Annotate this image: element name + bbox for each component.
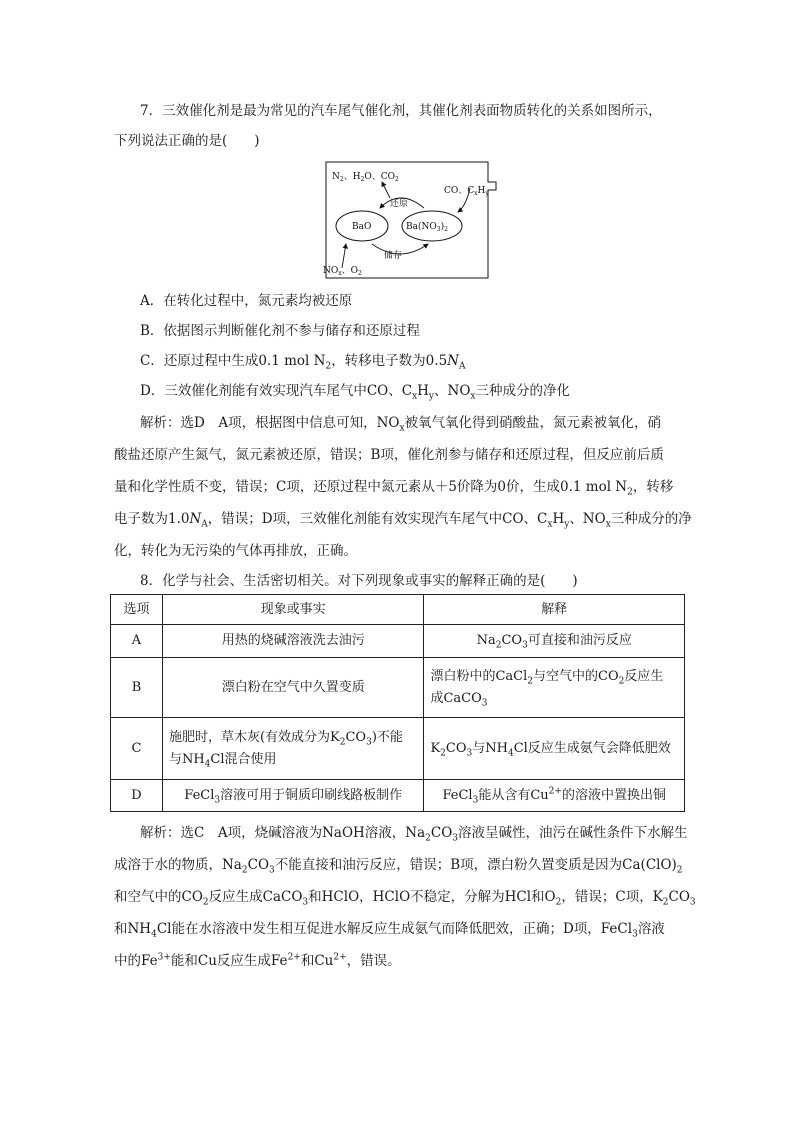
table-row: D FeCl$_3$溶液可用于铜质印刷线路板制作 FeCl$_3$能从含有$Cu^{2+}$的溶液中置换出铜 <box>111 780 685 812</box>
q7-analysis-line5: 化，转化为无污染的气体再排放，正确。 <box>114 543 357 559</box>
header-fact: 现象或事实 <box>162 595 424 625</box>
q8-analysis-line2: 成溶于水的物质，$Na_2CO_3$不能直接和油污反应，错误；B项，漂白粉久置变质是因为$Ca(ClO)_2$ <box>114 857 683 876</box>
q7-analysis-line1: 解析：选D A项，根据图中信息可知，$NO_x$被氧气氧化得到硝酸盐，氮元素被氧化，硝 <box>140 415 662 434</box>
q7-option-b: B．依据图示判断催化剂不参与储存和还原过程 <box>140 323 420 339</box>
reduce-label: 还原 <box>390 199 409 209</box>
table-row: A 用热的烧碱溶液洗去油污 $Na_2CO_3$可直接和油污反应 <box>111 625 685 658</box>
q8-analysis-line3: 和空气中的$CO_2$反应生成CaCO$_3$和HClO，HClO不稳定，分解为HCl和$O_2$，错误；C项，$K_2CO_3$ <box>114 889 696 908</box>
q7-option-a: A．在转化过程中，氮元素均被还原 <box>140 293 353 309</box>
bano3-label: $Ba(NO_3)_2$ <box>406 222 448 233</box>
table-row: B 漂白粉在空气中久置变质 漂白粉中的CaCl$_2$与空气中的$CO_2$反应生 成CaCO$_3$ <box>111 658 685 718</box>
q8-analysis-line1: 解析：选C A项，烧碱溶液为NaOH溶液，$Na_2CO_3$溶液呈碱性，油污在碱性条件下水解生 <box>140 825 688 844</box>
q7-analysis-line3: 量和化学性质不变，错误；C项，还原过程中氮元素从＋5价降为0价，生成0.1 mol $N_2$，转移 <box>114 479 674 498</box>
store-label: 储存 <box>384 251 403 261</box>
header-option: 选项 <box>111 595 163 625</box>
catalyst-diagram <box>320 160 506 280</box>
q8-analysis-line4: 和$NH_4Cl$能在水溶液中发生相互促进水解反应生成氨气而降低肥效，正确；D项，FeCl$_3$溶液 <box>114 921 665 940</box>
q7-stem-line2: 下列说法正确的是( ) <box>114 133 260 149</box>
table-row: C 施肥时，草木灰(有效成分为$K_2CO_3$)不能 与$NH_4Cl$混合使用 $K_2CO_3$与$NH_4Cl$反应生成氨气会降低肥效 <box>111 718 685 780</box>
q8-stem: 8．化学与社会、生活密切相关。对下列现象或事实的解释正确的是( ) <box>140 573 578 589</box>
q7-analysis-line2: 酸盐还原产生氮气，氮元素被还原，错误；B项，催化剂参与储存和还原过程，但反应前后质 <box>114 447 664 463</box>
products-label: $N_2$、$H_2O$、$CO_2$ <box>332 172 399 183</box>
q7-option-d: D．三效催化剂能有效实现汽车尾气中CO、$C_xH_y$、$NO_x$三种成分的净化 <box>140 383 570 402</box>
q8-analysis-line5: 中的$Fe^{3+}$能和Cu反应生成$Fe^{2+}$和$Cu^{2+}$，错误。 <box>114 952 401 969</box>
table-header-row <box>111 595 685 625</box>
reactants-co-label: CO、$C_xH_y$ <box>444 186 489 197</box>
q7-option-c: C．还原过程中生成0.1 mol $N_2$，转移电子数为$0.5N_A$ <box>140 353 466 372</box>
header-explanation: 解释 <box>424 595 685 625</box>
q7-analysis-line4: 电子数为$1.0N_A$，错误；D项，三效催化剂能有效实现汽车尾气中CO、$C_xH_y$、$NO_x$三种成分的净 <box>114 511 692 530</box>
q7-stem-line1: 7．三效催化剂是最为常见的汽车尾气催化剂，其催化剂表面物质转化的关系如图所示， <box>140 103 662 119</box>
output-arrow <box>382 182 390 198</box>
input-nox-arrow <box>342 244 346 268</box>
bao-label: BaO <box>352 222 372 232</box>
q8-table <box>110 594 685 812</box>
nox-label: $NO_x$、$O_2$ <box>323 266 362 277</box>
